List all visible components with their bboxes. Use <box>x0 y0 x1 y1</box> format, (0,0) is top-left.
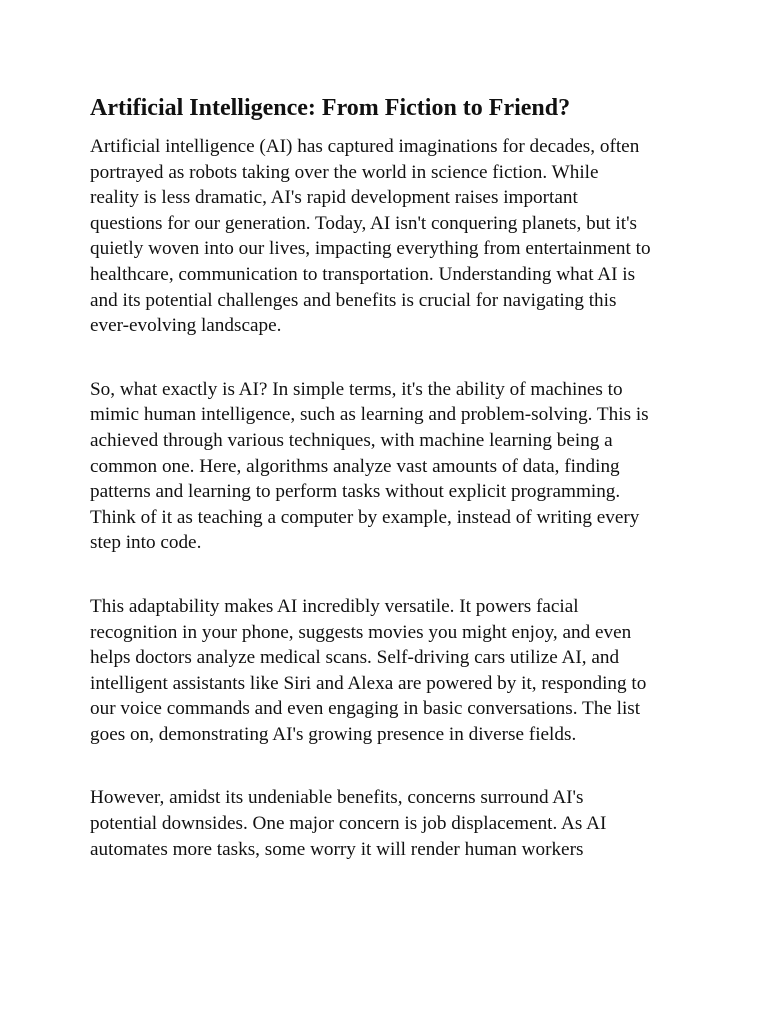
paragraph-line: However, amidst its undeniable benefits, concerns surround AI's <box>90 787 584 809</box>
document-page <box>90 92 690 900</box>
paragraph-line: helps doctors analyze medical scans. Self-driving cars utilize AI, and <box>90 647 620 669</box>
paragraph-line: goes on, demonstrating AI's growing presence in diverse fields. <box>90 723 577 745</box>
paragraph-line: reality is less dramatic, AI's rapid development raises important <box>90 187 578 209</box>
paragraph-3 <box>90 594 690 748</box>
paragraph-line: and its potential challenges and benefits is crucial for navigating this <box>90 289 617 311</box>
document-title: Artificial Intelligence: From Fiction to Friend? <box>90 95 571 121</box>
paragraph-line: potential downsides. One major concern is job displacement. As AI <box>90 813 607 835</box>
paragraph-line: This adaptability makes AI incredibly versatile. It powers facial <box>90 595 579 617</box>
paragraph-line: healthcare, communication to transportation. Understanding what AI is <box>90 263 636 285</box>
paragraph-line: automates more tasks, some worry it will render human workers <box>90 838 584 860</box>
paragraph-line: Think of it as teaching a computer by example, instead of writing every <box>90 506 640 528</box>
paragraph-line: our voice commands and even engaging in basic conversations. The list <box>90 698 641 720</box>
paragraph-line: recognition in your phone, suggests movies you might enjoy, and even <box>90 621 632 643</box>
paragraph-line: step into code. <box>90 532 202 554</box>
paragraph-4 <box>90 785 690 862</box>
paragraph-line: intelligent assistants like Siri and Alexa are powered by it, responding to <box>90 672 647 694</box>
paragraph-line: common one. Here, algorithms analyze vast amounts of data, finding <box>90 455 620 477</box>
paragraph-1 <box>90 134 690 339</box>
paragraph-line: questions for our generation. Today, AI isn't conquering planets, but it's <box>90 212 637 234</box>
paragraph-line: So, what exactly is AI? In simple terms, it's the ability of machines to <box>90 378 623 400</box>
paragraph-line: ever-evolving landscape. <box>90 315 282 337</box>
paragraph-line: portrayed as robots taking over the world in science fiction. While <box>90 161 599 183</box>
paragraph-line: achieved through various techniques, with machine learning being a <box>90 429 613 451</box>
paragraph-2 <box>90 377 690 556</box>
paragraph-line: Artificial intelligence (AI) has captured imaginations for decades, often <box>90 136 640 157</box>
paragraph-line: quietly woven into our lives, impacting everything from entertainment to <box>90 238 651 260</box>
paragraph-line: patterns and learning to perform tasks without explicit programming. <box>90 481 621 503</box>
paragraph-line: mimic human intelligence, such as learning and problem-solving. This is <box>90 404 649 426</box>
